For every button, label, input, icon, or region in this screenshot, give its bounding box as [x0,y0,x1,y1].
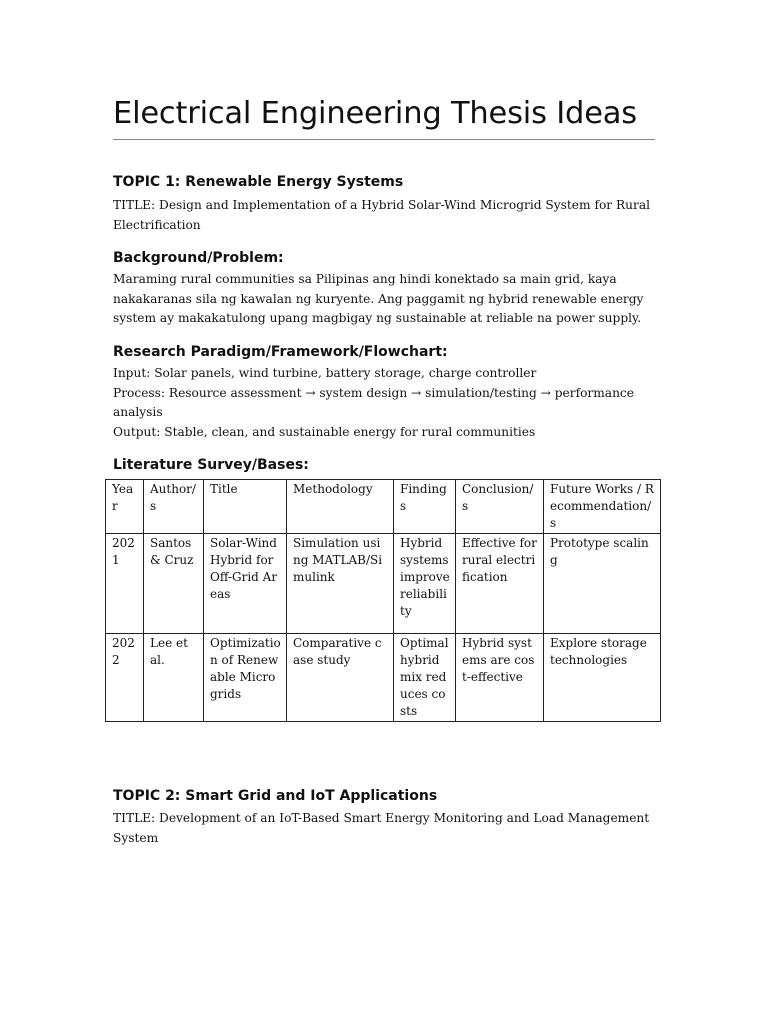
topic2-title-line: TITLE: Development of an IoT-Based Smart Energy Monitoring and Load Management [113,811,650,825]
topic2-title-line: System [113,830,159,845]
document-title: Electrical Engineering Thesis Ideas [113,96,637,131]
background-line: nakakaranas sila ng kawalan ng kuryente. Ang paggamit ng hybrid renewable energy [113,291,644,306]
cell-future-works: Explore storage technologies [544,634,661,722]
header-year: Year [106,480,144,534]
cell-conclusions: Effective for rural electrification [456,534,544,634]
background-heading: Background/Problem: [113,250,284,266]
header-authors: Author/s [144,480,204,534]
table-header-row [106,480,661,534]
cell-future-works: Prototype scaling [544,534,661,634]
background-line: Maraming rural communities sa Pilipinas ang hindi konektado sa main grid, kaya [113,272,617,286]
cell-conclusions: Hybrid systems are cost-effective [456,634,544,722]
topic2-heading: TOPIC 2: Smart Grid and IoT Applications [113,788,438,804]
table-row [106,534,661,634]
header-conclusions: Conclusion/s [456,480,544,534]
cell-methodology: Simulation using MATLAB/Simulink [287,534,394,634]
topic1-title-line: Electrification [113,217,201,232]
header-findings: Findings [394,480,456,534]
paradigm-process-line-cont: analysis [113,405,163,419]
cell-findings: Optimal hybrid mix reduces costs [394,634,456,722]
literature-heading: Literature Survey/Bases: [113,457,309,473]
topic1-heading: TOPIC 1: Renewable Energy Systems [113,174,404,190]
literature-table [105,479,661,722]
table-row [106,634,661,722]
cell-year: 2022 [106,634,144,722]
paradigm-paragraph [113,364,658,442]
cell-findings: Hybrid systems improve reliability [394,534,456,634]
paradigm-heading: Research Paradigm/Framework/Flowchart: [113,344,448,360]
cell-year: 2021 [106,534,144,634]
cell-title: Optimization of Renewable Microgrids [204,634,287,722]
cell-authors: Santos & Cruz [144,534,204,634]
header-methodology: Methodology [287,480,394,534]
paradigm-output-line: Output: Stable, clean, and sustainable energy for rural communities [113,424,536,439]
background-paragraph [113,270,658,329]
background-line: system ay makakatulong upang magbigay ng sustainable at reliable na power supply. [113,311,642,325]
header-title: Title [204,480,287,534]
topic1-title [113,196,658,235]
topic1-title-line: TITLE: Design and Implementation of a Hybrid Solar-Wind Microgrid System for Rural [113,198,651,212]
paradigm-input-line: Input: Solar panels, wind turbine, battery storage, charge controller [113,366,537,380]
cell-authors: Lee et al. [144,634,204,722]
paradigm-process-line: Process: Resource assessment → system design → simulation/testing → performance [113,385,634,400]
header-future-works: Future Works / Recommendation/s [544,480,661,534]
cell-methodology: Comparative case study [287,634,394,722]
title-underline-rule [113,139,655,140]
topic2-title [113,809,658,848]
cell-title: Solar-Wind Hybrid for Off-Grid Areas [204,534,287,634]
